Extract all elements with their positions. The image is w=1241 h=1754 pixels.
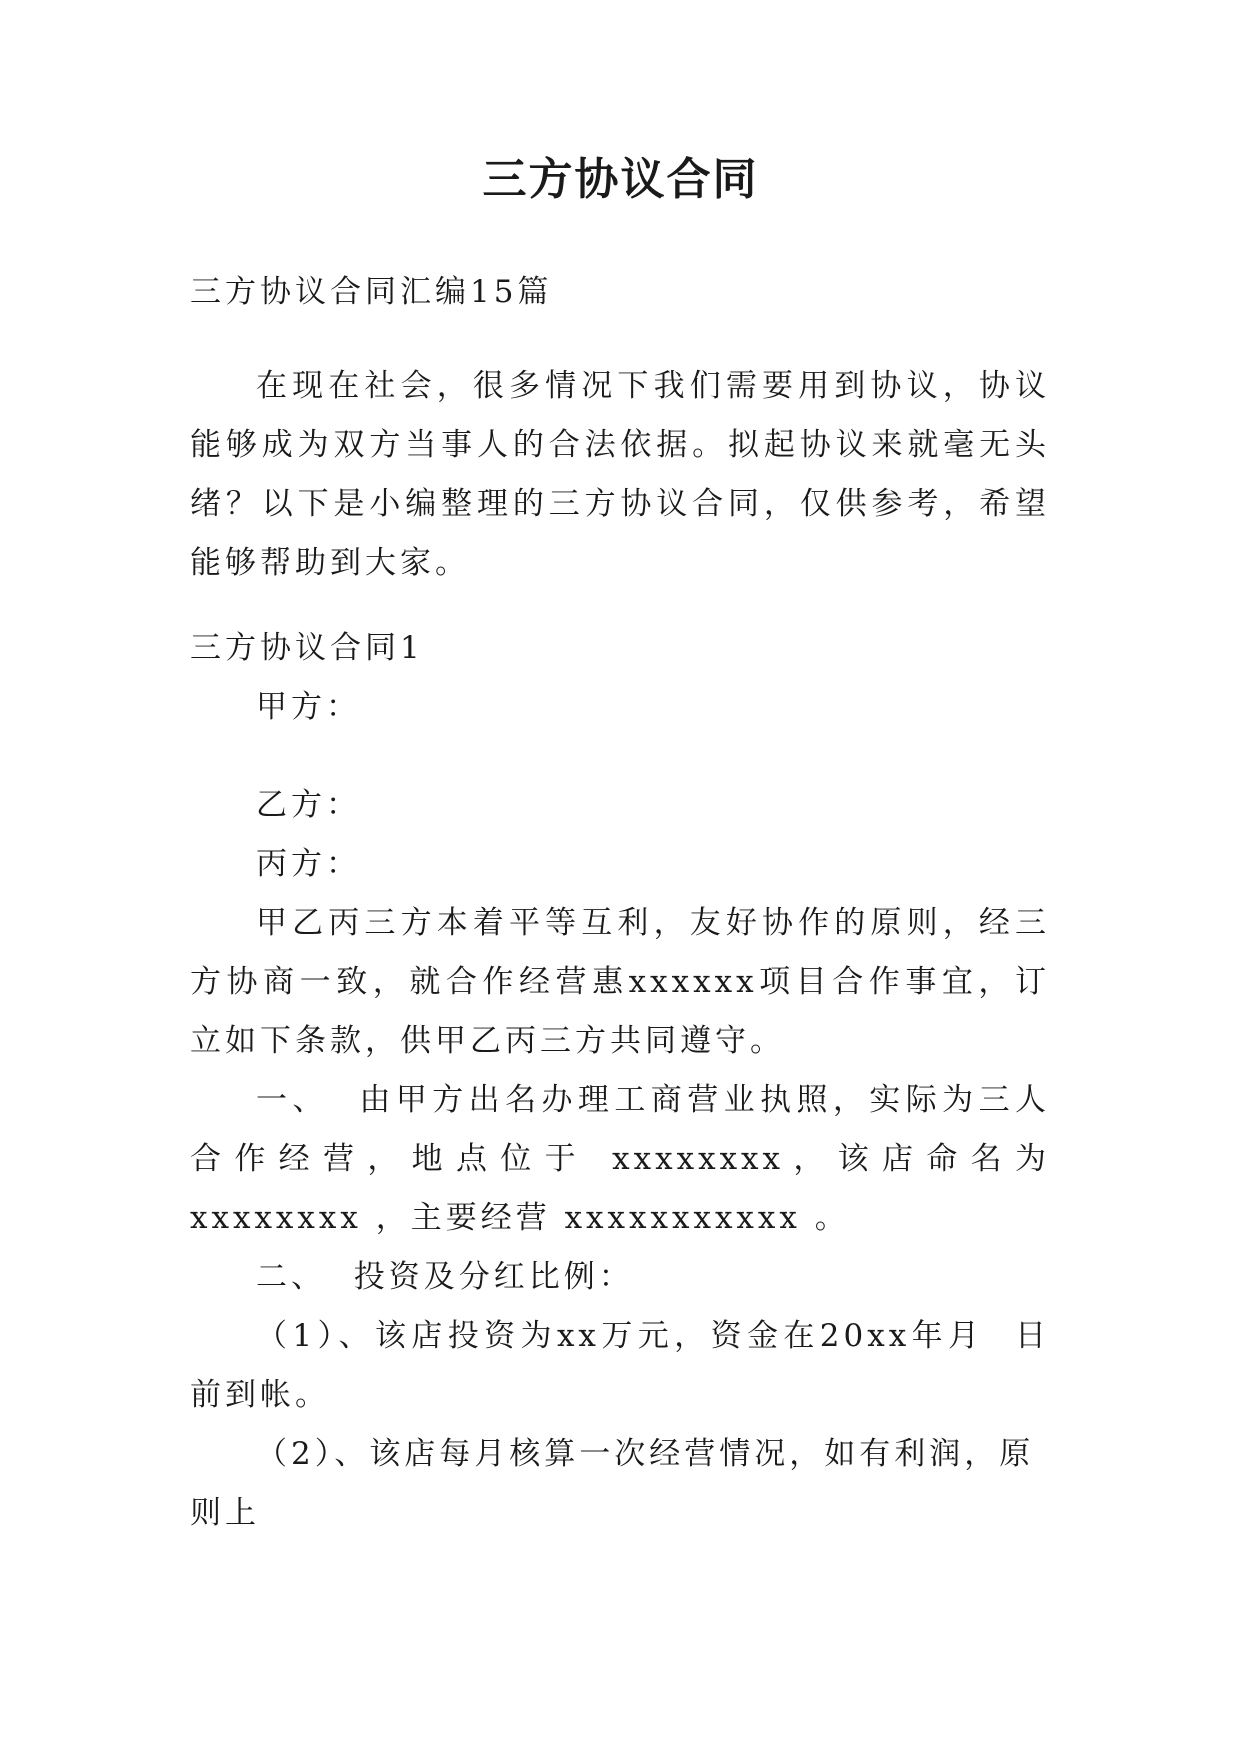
clause-2-item-1: （1）、该店投资为xx万元，资金在20xx年月 日前到帐。 (190, 1318, 1050, 1413)
preamble-paragraph: 甲乙丙三方本着平等互利，友好协作的原则，经三方协商一致，就合作经营惠xxxxxx项目合作事宜，订立如下条款，供甲乙丙三方共同遵守。 (190, 905, 1050, 1059)
section-heading: 三方协议合同1 (190, 630, 424, 666)
party-a-line: 甲方： (256, 689, 361, 725)
intro-block (190, 357, 1050, 593)
document-title: 三方协议合同 (482, 154, 759, 205)
contract-1-block (190, 619, 1050, 737)
party-b-line: 乙方： (256, 787, 361, 823)
party-c-line: 丙方： (256, 846, 361, 882)
intro-paragraph: 在现在社会，很多情况下我们需要用到协议，协议能够成为双方当事人的合法依据。拟起协议来就毫无头绪？以下是小编整理的三方协议合同，仅供参考，希望能够帮助到大家。 (190, 368, 1050, 581)
clause-1-paragraph: 一、 由甲方出名办理工商营业执照，实际为三人合作经营，地点位于 xxxxxxxx，该店命名为xxxxxxxx ，主要经营 xxxxxxxxxxx 。 (190, 1082, 1050, 1236)
clause-2-item-2: （2）、该店每月核算一次经营情况，如有利润，原则上 (190, 1436, 1035, 1531)
subtitle-block (190, 263, 1050, 322)
clause-2-heading: 二、 投资及分红比例： (256, 1259, 634, 1295)
document-subtitle: 三方协议合同汇编15篇 (190, 274, 553, 310)
contract-1-body (190, 776, 1050, 1543)
